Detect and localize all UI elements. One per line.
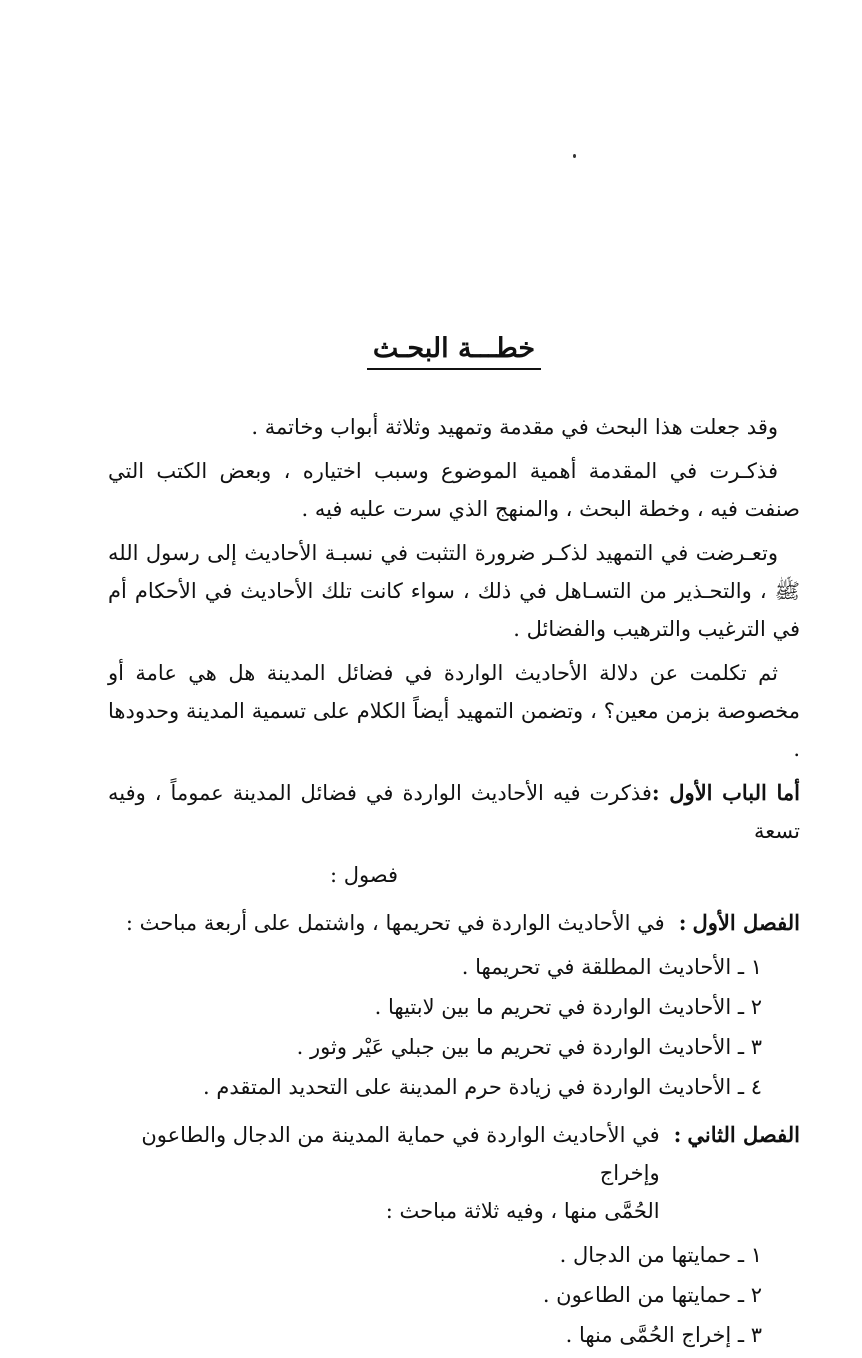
list-item: ١ ـ حمايتها من الدجال .: [559, 1243, 762, 1267]
part-one-lead: أما الباب الأول :: [651, 780, 800, 805]
chapter-two-continuation: الحُمَّى منها ، وفيه ثلاثة مباحث :: [385, 1199, 660, 1223]
paragraph-1: وقد جعلت هذا البحث في مقدمة وتمهيد وثلاثة أبواب وخاتمة .: [251, 415, 778, 439]
scan-speck: [573, 154, 576, 158]
list-item: ٢ ـ حمايتها من الطاعون .: [542, 1283, 762, 1307]
page-title-text: خطـــة البحـث: [367, 333, 541, 370]
chapter-two-label-text: الفصل الثاني: [687, 1122, 800, 1147]
chapter-one-label-text: الفصل الأول: [692, 910, 800, 935]
part-one-intro: [108, 774, 800, 850]
paragraph-3: وتعـرضت في التمهيد لذكـر ضرورة التثبت في نسبـة الأحاديث إلى رسول الله ﷺ ، والتحـذير من التسـاهل في ذلك ، سواء كانت تلك الأحاديث في الأحكام أم في الترغيب والترهيب والفضائل .: [108, 541, 800, 641]
part-one-text: فذكرت فيه الأحاديث الواردة في فضائل المدينة عموماً ، وفيه تسعة: [108, 781, 800, 843]
chapter-one-text: في الأحاديث الواردة في تحريمها ، واشتمل على أربعة مباحث :: [125, 911, 665, 935]
paragraph-4: ثم تكلمت عن دلالة الأحاديث الواردة في فضائل المدينة هل هي عامة أو مخصوصة بزمن معين؟ ، وتضمن التمهيد أيضاً الكلام على تسمية المدينة وحدودها .: [108, 661, 800, 761]
chapter-one-colon: :: [678, 910, 687, 935]
list-item: ٤ ـ الأحاديث الواردة في زيادة حرم المدينة على التحديد المتقدم .: [202, 1075, 762, 1099]
chapter-one-label: [665, 904, 800, 942]
part-one-continuation: فصول :: [329, 863, 399, 887]
chapter-one: [108, 904, 800, 942]
chapter-two: [108, 1116, 800, 1230]
page-content: [108, 330, 800, 1358]
paragraph-2: فذكـرت في المقدمة أهمية الموضوع وسبب اختياره ، وبعض الكتب التي صنفت فيه ، وخطة البحث ، والمنهج الذي سرت عليه فيه .: [108, 459, 800, 521]
page-title: [108, 330, 800, 368]
list-item: ٣ ـ الأحاديث الواردة في تحريم ما بين جبلي عَيْر وثور .: [296, 1035, 762, 1059]
list-item: ١ ـ الأحاديث المطلقة في تحريمها .: [461, 955, 762, 979]
list-item: ٣ ـ إخراج الحُمَّى منها .: [565, 1323, 762, 1347]
chapter-two-body: [108, 1116, 660, 1230]
chapter-two-colon: :: [673, 1122, 682, 1147]
chapter-one-sections: [108, 948, 800, 1106]
list-item: ٢ ـ الأحاديث الواردة في تحريم ما بين لابتيها .: [374, 995, 762, 1019]
chapter-two-label: [660, 1116, 800, 1230]
chapter-two-text: في الأحاديث الواردة في حماية المدينة من الدجال والطاعون وإخراج: [141, 1123, 660, 1185]
chapter-two-sections: [108, 1236, 800, 1354]
